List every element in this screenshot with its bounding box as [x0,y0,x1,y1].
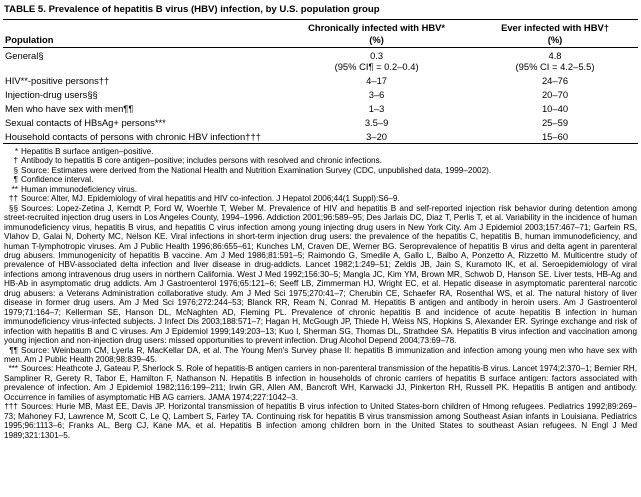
table-row [3,73,638,87]
footnote [4,156,637,165]
footnote [4,346,637,365]
table-title: TABLE 5. Prevalence of hepatitis B virus (HBV) infection, by U.S. population group [4,4,380,15]
footnote-text: Sources: Lopez-Zetina J, Kerndt P, Ford W, Woerhle T, Weber M. Prevalence of HIV and hepatitis B and self-reported injection risk behavior during detention among street-recruited injection drug users in Los Angeles County, 1994–1996. Addiction 2001;96:589–95; Des Jarlais DC, Diaz T, Perlis T, et al. Variability in the incidence of human immunodeficiency virus, hepatitis B virus, and hepatitis C virus infection among young injecting drug users in New York City. Am J Epidemiol 2003;157:467–71; Garfein RS, Vlahov D, Galai N, Doherty MC, Nelson KE. Viral infections in short-term injection drug users: the prevalence of the hepatitis C, hepatitis B, human immunodeficiency, and human T-lymphotropic viruses. Am J Public Health 1996;86:655–61; Kunches LM, Craven DE, Werner BG. Seroprevalence of hepatitis B virus and delta agent in parenteral drug abusers. Immunogenicity of hepatitis B vaccine. Am J Med 1986;81:591–5; Raimondo G, Smedile A, Gallo L, Balbo A, Ponzetto A, Rizzetto M. Multicentre study of prevalence of HBV-associated delta infection and liver disease in drug-addicts. Lancet 1982;1:249–51; Zeldis JB, Jain S, Kuramoto IK, et al. Seroepidemiology of viral infections among intravenous drug users in northern California. West J Med 1992;156:30–5; Mangla JC, Kim YM, Brown MR, Schwob D, Hanson SE. Liver tests, HB-Ag and HB-Ab in asymptomatic drug addicts. Am J Gastroenterol 1976;65:121–6; Seeff LB, Zimmerman HJ, Wright EC, et al. Hepatic disease in asymptomatic parenteral narcotic drug abusers: a Veterans Administration collaborative study. Am J Med Sci 1975;270:41–7; Cherubin CE, Schaefer RA, Rosenthal WS, et al. The natural history of liver disease in former drug users. Am J Med Sci 1976;272:244–53; Blanck RR, Ream N, Conrad M. Hepatitis B antigen and antibody in heroin users. Am J Gastroenterol 1979;71:164–7; Kellerman SE, Hanson DL, McNaghten AD, Fleming PL. Prevalence of chronic hepatitis B and incidence of acute hepatitis B infection in human immunodeficiency virus-infected subjects. J Infect Dis 2003;188:571–7; Hagan H, McGough JP, Thiede H, Weiss NS, Hopkins S, Alexander ER. Syringe exchange and risk of infection with hepatitis B and C viruses. Am J Epidemiol 1999;149:203–13; Kuo I, Sherman SG, Thomas DL, Strathdee SA. Hepatitis B virus infection and vaccination among young injection and non-injection drug users: missed opportunities to prevent infection. Drug Alcohol Depend 2004;73:69–78. [4,203,637,346]
chronic-value: 1–3 [368,102,385,114]
footnote-text: Source: Weinbaum CM, Lyerla R, MacKellar DA, et al. The Young Men's Survey phase II: hepatitis B immunization and infection among young men who have sex with men. Am J Public Health 2008;98:839–45. [4,345,637,364]
population-cell: Men who have sex with men¶¶ [5,102,134,114]
population-cell: Injection-drug users§§ [5,88,98,100]
footnote-text: Confidence interval. [21,175,94,185]
population-cell: Household contacts of persons with chronic HBV infection††† [3,129,281,144]
table-row [3,115,638,129]
population-cell: General§ [5,49,44,61]
footnote-marker: † [13,156,18,166]
footnote [4,194,637,203]
chronic-ci: (95% CI¶ = 0.2–0.4) [334,60,419,72]
footnote-marker: *** [8,364,18,374]
chronic-value: 0.3 [370,49,384,61]
footnote [4,402,637,440]
footnote-marker: ††† [4,402,18,412]
column-header-chronic: Chronically infected with HBV* [308,22,446,33]
footnote-marker: * [14,147,18,156]
column-header-ever: Ever infected with HBV† [501,22,609,33]
ever-value: 24–76 [541,74,569,86]
footnote-marker: ¶¶ [9,345,18,355]
header-row-units [3,34,638,48]
column-header-population: Population [3,34,281,48]
population-cell: HIV**-positive persons†† [5,74,110,86]
unit-chronic: (%) [281,34,472,48]
footnote-text: Source: Estimates were derived from the National Health and Nutrition Examination Survey (CDC, unpublished data, 1999–2002). [21,165,492,175]
footnote-text: Source: Alter, MJ. Epidemiology of viral hepatitis and HIV co-infection. J Hepatol 2006;44(1 Suppl):S6–9. [21,194,400,204]
population-cell: Sexual contacts of HBsAg+ persons*** [5,116,166,128]
ever-value: 4.8 [548,49,562,61]
header-row-groups [3,20,638,34]
footnote [4,147,637,156]
table-row [3,101,638,115]
ever-value: 15–60 [472,129,638,144]
table-header [3,20,638,48]
footnote-text: Sources: Heathcote J, Gateau P, Sherlock S. Role of hepatitis-B antigen carriers in non-parenteral transmission of the hepatitis-B virus. Lancet 1974;2:370–1; Bernier RH, Sampliner R, Gerety R, Tabor E, Hamilton F, Nathanson N. Hepatitis B infection in households of chronic carriers of hepatitis B surface antigen: factors associated with prevalence of infection. Am J Epidemiol 1982;116:199–211; Irwin GR, Allen AM, Bancroft WH, Karwacki JJ, Pinkerton RH, Russell PK. Hepatitis B antigen and antibody. Occurrence in families of asymptomatic HB AG carriers. JAMA 1974;227:1042–3. [4,364,637,402]
ever-ci: (95% CI = 4.2–5.5) [515,60,595,72]
footnote-marker: §§ [8,203,18,213]
footnote-text: Sources: Hurie MB, Mast EE, Davis JP. Horizontal transmission of hepatitis B virus infection to United States-born children of Hmong refugees. Pediatrics 1992;89:269–73; Mahoney FJ, Lawrence M, Scott C, Le Q, Lambert S, Farley TA. Continuing risk for hepatitis B virus transmission among Southeast Asian infants in Louisiana. Pediatrics 1995;96:1113–6; Franks AL, Berg CJ, Kane MA, et al. Hepatitis B infection among children born in the United States to southeast Asian refugees. N Engl J Med 1989;321:1301–5. [4,402,637,440]
chronic-value: 4–17 [366,74,388,86]
ever-value: 10–40 [541,102,569,114]
ever-value: 20–70 [541,88,569,100]
footnote [4,175,637,184]
table-body [3,48,638,144]
footnote [4,364,637,402]
chronic-value: 3–6 [368,88,385,100]
footnote-marker: ¶ [13,175,18,185]
table-row [3,129,638,144]
ever-value: 25–59 [541,116,569,128]
footnote-marker: †† [8,194,18,204]
footnotes [3,144,638,440]
footnote [4,204,637,346]
ever-value-cell [472,48,638,74]
table-row [3,48,638,74]
footnote [4,185,637,194]
hbv-prevalence-table [3,19,638,144]
chronic-value-cell [281,48,472,74]
unit-ever: (%) [472,34,638,48]
chronic-value: 3.5–9 [364,116,389,128]
header-spacer [3,20,281,34]
footnote-text: Human immunodeficiency virus. [21,184,138,194]
table-row [3,87,638,101]
footnote-marker: ** [11,184,18,194]
footnote [4,166,637,175]
footnote-text: Hepatitis B surface antigen–positive. [21,147,154,156]
footnote-marker: § [13,165,18,175]
chronic-value: 3–20 [281,129,472,144]
footnote-text: Antibody to hepatitis B core antigen–positive; includes persons with resolved and chronic infections. [21,156,382,166]
